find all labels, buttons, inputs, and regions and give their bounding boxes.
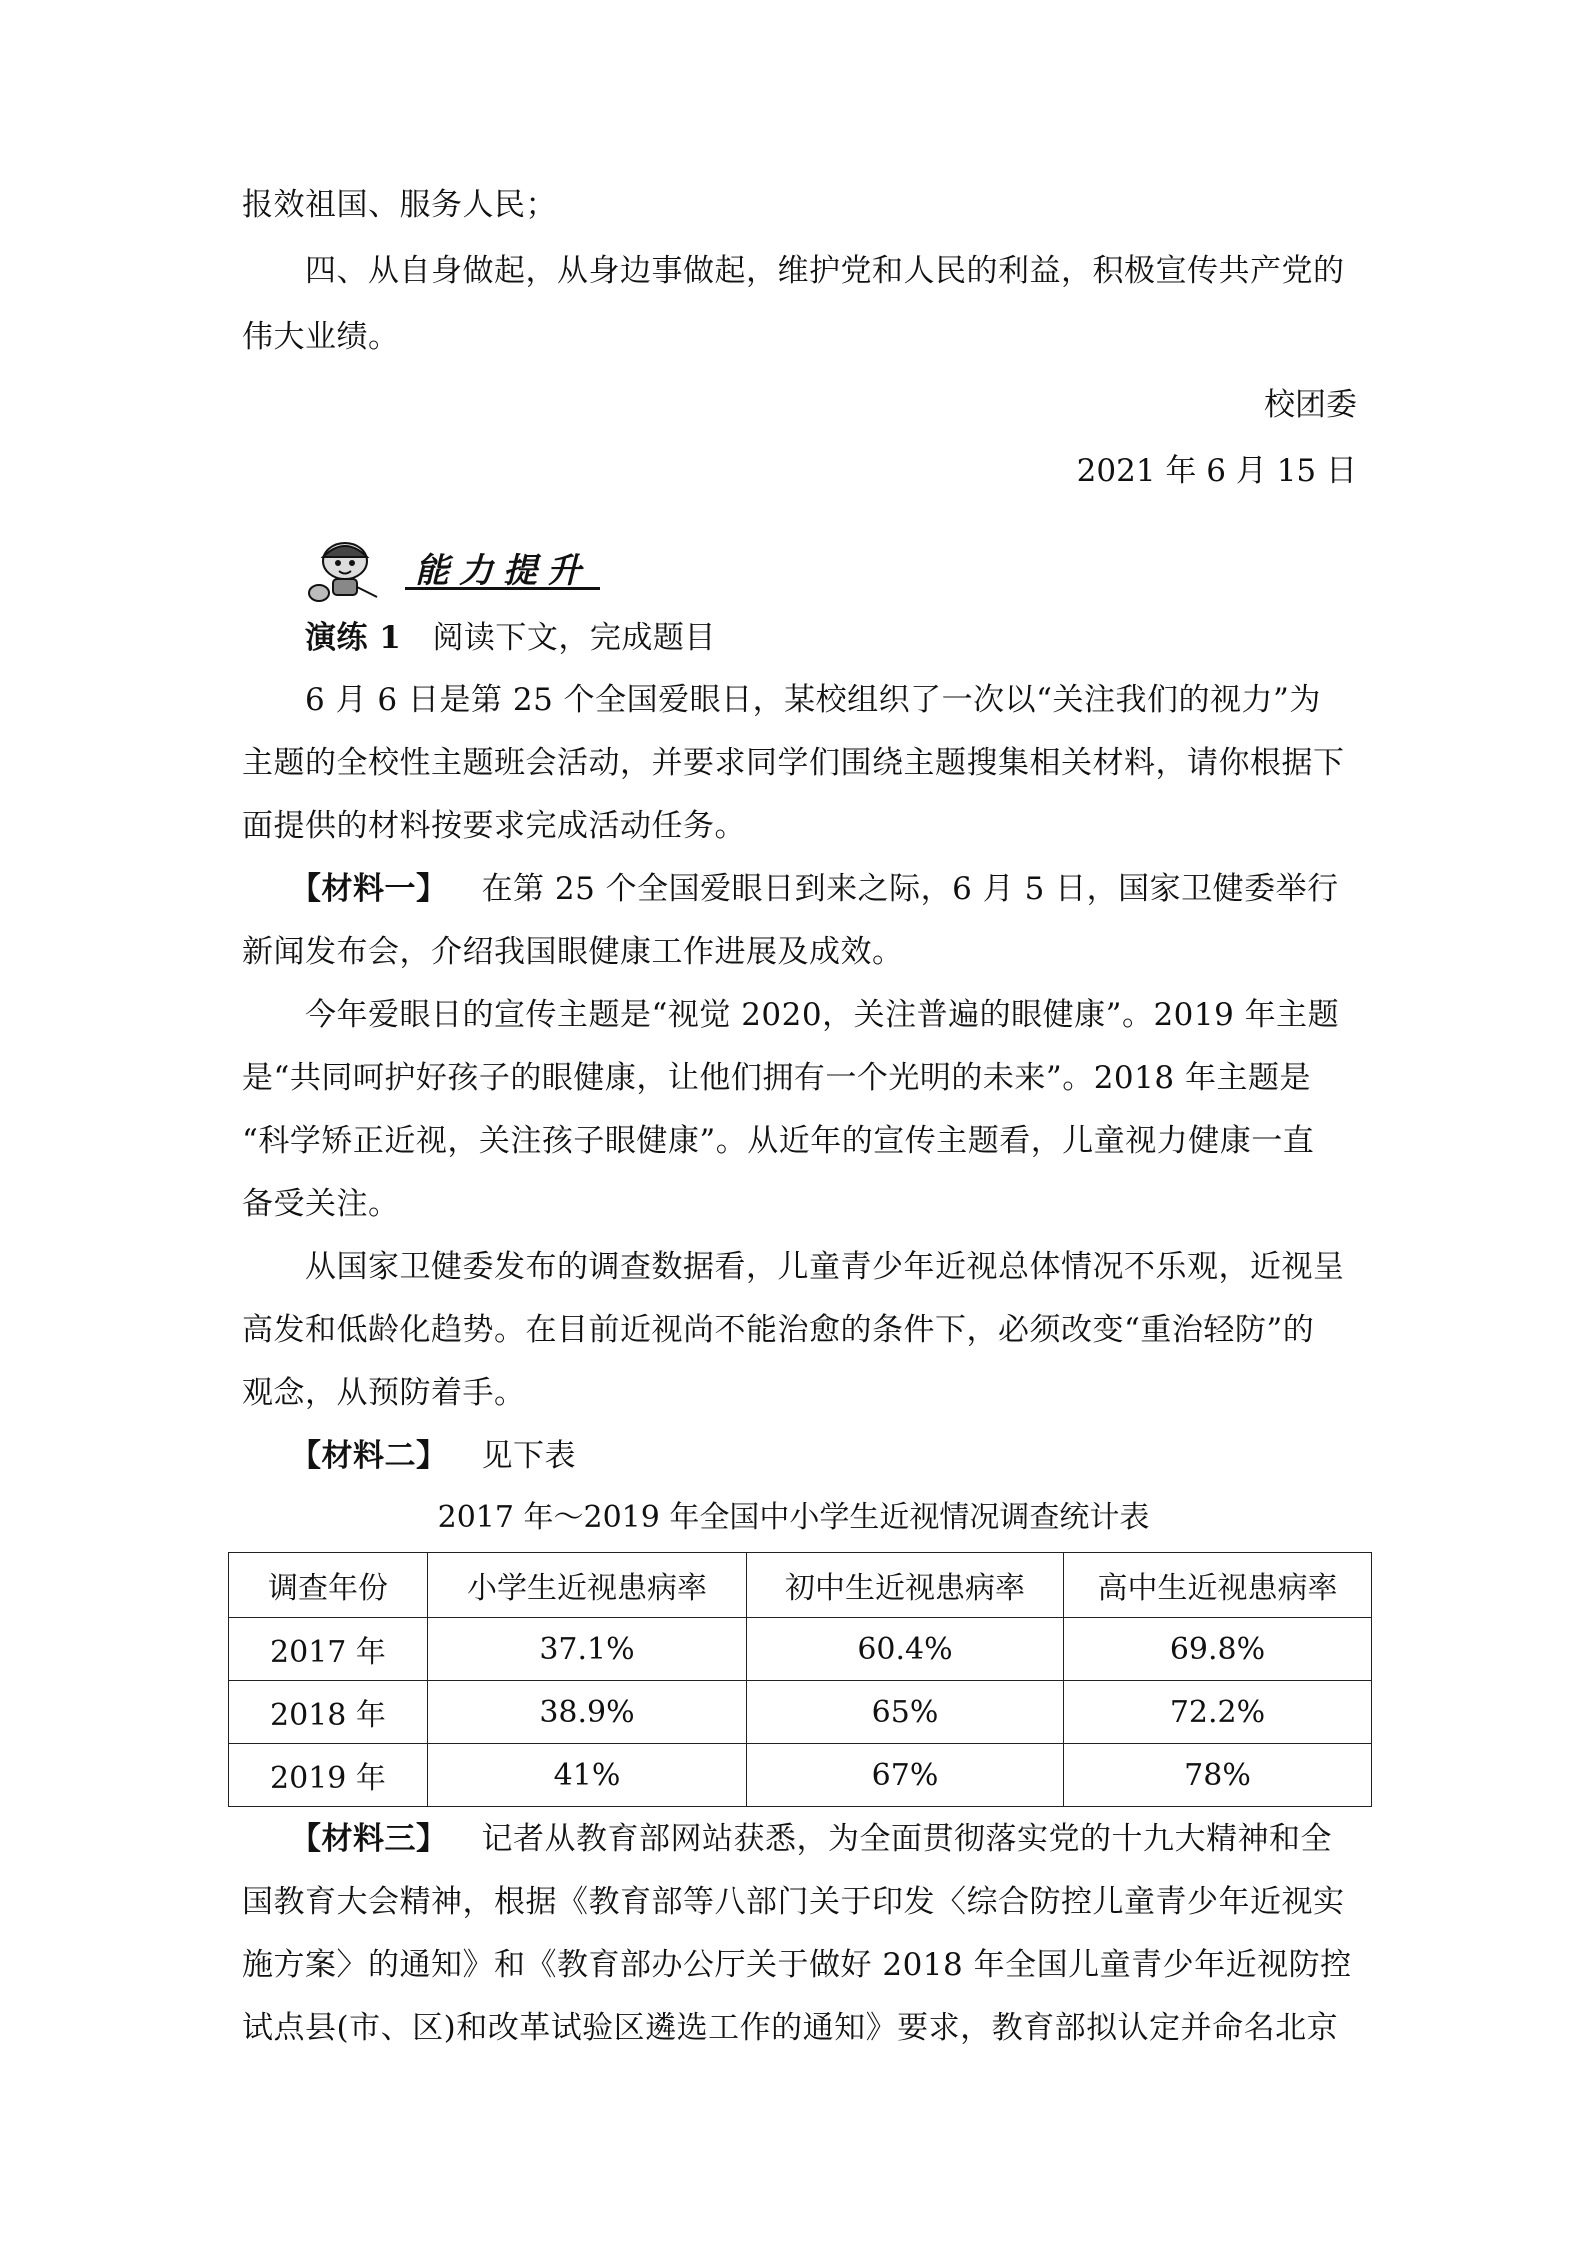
date-line: 2021 年 6 月 15 日: [1076, 453, 1357, 489]
table-row: [229, 1744, 1372, 1807]
material-three-first-line: [290, 1818, 1332, 1860]
material-one-text: 在第 25 个全国爱眼日到来之际，6 月 5 日，国家卫健委举行: [481, 871, 1339, 907]
material-one-para2-line-2: 是“共同呵护好孩子的眼健康，让他们拥有一个光明的未来”。2018 年主题是: [242, 1060, 1311, 1096]
material-three-line-3: 施方案〉的通知》和《教育部办公厅关于做好 2018 年全国儿童青少年近视防控: [242, 1947, 1352, 1983]
cell-primary: 41%: [428, 1744, 747, 1807]
cell-junior: 65%: [747, 1681, 1064, 1744]
section-title: 能力提升: [415, 551, 591, 591]
cell-junior: 60.4%: [747, 1618, 1064, 1681]
material-two-line: [290, 1435, 576, 1477]
continuation-line-3: 伟大业绩。: [242, 319, 400, 355]
cell-primary: 38.9%: [428, 1681, 747, 1744]
cell-senior: 78%: [1064, 1744, 1372, 1807]
material-two-text: 见下表: [481, 1438, 576, 1474]
material-one-para3-line-3: 观念，从预防着手。: [242, 1375, 526, 1411]
cell-year: 2017 年: [229, 1618, 428, 1681]
header-primary: 小学生近视患病率: [428, 1553, 747, 1618]
mascot-icon: [305, 535, 405, 605]
table-header-row: [229, 1553, 1372, 1618]
header-year: 调查年份: [229, 1553, 428, 1618]
cell-year: 2018 年: [229, 1681, 428, 1744]
material-three-label: 【材料三】: [290, 1821, 448, 1857]
exercise-heading: [305, 617, 716, 659]
material-one-para2-line-3: “科学矫正近视，关注孩子眼健康”。从近年的宣传主题看，儿童视力健康一直: [242, 1123, 1315, 1159]
table-row: [229, 1681, 1372, 1744]
material-one-label: 【材料一】: [290, 871, 448, 907]
table-row: [229, 1618, 1372, 1681]
cell-senior: 69.8%: [1064, 1618, 1372, 1681]
signature: 校团委: [1264, 387, 1357, 423]
intro-line-2: 主题的全校性主题班会活动，并要求同学们围绕主题搜集相关材料，请你根据下: [242, 745, 1345, 781]
material-two-label: 【材料二】: [290, 1438, 448, 1474]
banner-underline: [405, 587, 600, 590]
material-one-para2-line-1: 今年爱眼日的宣传主题是“视觉 2020，关注普遍的眼健康”。2019 年主题: [305, 997, 1340, 1033]
cell-senior: 72.2%: [1064, 1681, 1372, 1744]
material-one-para2-line-4: 备受关注。: [242, 1186, 400, 1222]
cell-year: 2019 年: [229, 1744, 428, 1807]
cell-junior: 67%: [747, 1744, 1064, 1807]
exercise-instruction: 阅读下文，完成题目: [432, 620, 716, 656]
myopia-statistics-table: [228, 1552, 1372, 1807]
table-caption: 2017 年～2019 年全国中小学生近视情况调查统计表: [437, 1500, 1150, 1535]
material-one-line-2: 新闻发布会，介绍我国眼健康工作进展及成效。: [242, 934, 904, 970]
header-senior: 高中生近视患病率: [1064, 1553, 1372, 1618]
section-banner: [305, 535, 605, 605]
material-three-line-2: 国教育大会精神，根据《教育部等八部门关于印发〈综合防控儿童青少年近视实: [242, 1884, 1345, 1920]
continuation-line-1: 报效祖国、服务人民；: [242, 187, 557, 223]
exercise-label: 演练 1: [305, 620, 402, 656]
material-one-first-line: [290, 868, 1339, 910]
material-one-para3-line-2: 高发和低龄化趋势。在目前近视尚不能治愈的条件下，必须改变“重治轻防”的: [242, 1312, 1315, 1348]
material-one-para3-line-1: 从国家卫健委发布的调查数据看，儿童青少年近视总体情况不乐观，近视呈: [305, 1249, 1345, 1285]
material-three-text: 记者从教育部网站获悉，为全面贯彻落实党的十九大精神和全: [481, 1821, 1332, 1857]
material-three-line-4: 试点县(市、区)和改革试验区遴选工作的通知》要求，教育部拟认定并命名北京: [242, 2010, 1339, 2046]
cell-primary: 37.1%: [428, 1618, 747, 1681]
continuation-line-2: 四、从自身做起，从身边事做起，维护党和人民的利益，积极宣传共产党的: [305, 253, 1345, 289]
header-junior: 初中生近视患病率: [747, 1553, 1064, 1618]
intro-line-1: 6 月 6 日是第 25 个全国爱眼日，某校组织了一次以“关注我们的视力”为: [305, 682, 1321, 718]
intro-line-3: 面提供的材料按要求完成活动任务。: [242, 808, 746, 844]
